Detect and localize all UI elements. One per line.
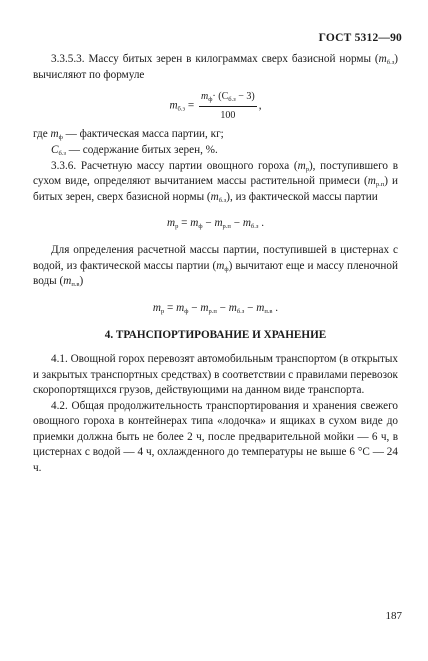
formula-estimated-mass: $m_р = m_ф - m_{р.п} - m_{б.з}$ . [166,217,264,231]
formula-fraction [199,89,257,123]
standard-code-header: ГОСТ 5312—90 [318,32,402,44]
page-number: 187 [385,610,402,622]
paragraph-4-1: 4.1. Овощной горох перевозят автомобильным транспортом (в открытых и закрытых транспортных средствах) в соответствии с правилами перевозок скоропортящихся грузов, действующими на данном виде транспорта. [33,352,398,397]
formula-estimated-mass-water: $m_р = m_ф - m_{р.п} - m_{б.з} - m_{п.в}$ . [152,301,279,315]
where-line-2: $C_{б.з}$ — содержание битых зерен, %. [51,143,218,157]
page-body [33,52,398,477]
paragraph-3-3-5-3: 3.3.5.3. Массу битых зерен в килограммах сверх базисной нормы $(m_{б.з})$ вычисляют по формуле [33,53,398,81]
paragraph-4-2: 4.2. Общая продолжительность транспортирования и хранения свежего овощного гороха в контейнерах типа «лодочка» и ящиках в сухом виде до приемки должна быть не более 2 ч, после предварительной мойки — 6 ч, в цистернах с водой — 4 ч, охлажденного до температуры не выше 6 °С — 24 ч. [33,399,398,475]
fraction-denominator: 100 [220,109,236,121]
fraction-numerator: $m_ф\cdot (C_{б.з} - 3)$ [199,89,257,107]
paragraph-tank-water: Для определения расчетной массы партии, поступившей в цистернах с водой, из фактической массы партии $(m_ф)$ вычитают еще и массу пленочной воды $(m_{п.в})$ [33,243,398,289]
section-heading-4: 4. ТРАНСПОРТИРОВАНИЕ И ХРАНЕНИЕ [104,329,327,342]
where-line-1: где $m_ф$ — фактическая масса партии, кг; [33,128,224,142]
paragraph-3-3-6: 3.3.6. Расчетную массу партии овощного гороха $(m_р)$, поступившего в сухом виде, определяют вычитанием массы растительной примеси $(m_{р.п})$ и битых зерен, сверх базисной нормы $(m_{б.з})$, из фактической массы партии [33,159,398,204]
formula-broken-grains: $m_{б.з}$ = $\frac{m_ф\cdot (C_{б.з} - 3)}{100}$ , [33,89,398,123]
